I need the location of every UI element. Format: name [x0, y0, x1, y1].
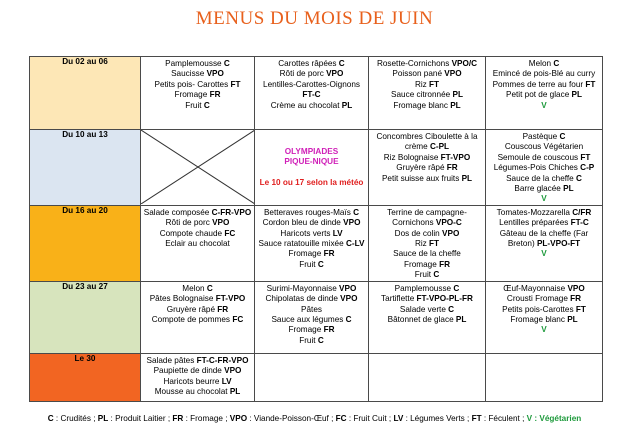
dish-name: Couscous Végétarien — [504, 142, 584, 152]
legend-code: FC — [335, 414, 347, 423]
food-category-tag: C/FR — [572, 207, 592, 217]
menu-item — [142, 377, 253, 387]
food-category-tag: VPO — [444, 69, 462, 79]
food-category-tag: FT — [429, 239, 440, 249]
menu-item — [487, 174, 601, 184]
dish-name: Salade composée — [143, 207, 212, 217]
dish-name: Melon — [182, 283, 207, 293]
food-category-tag: FC — [232, 314, 244, 324]
food-category-tag: C — [353, 207, 360, 217]
dish-name: Carottes râpées — [278, 59, 339, 68]
menu-item — [370, 57, 484, 69]
food-category-tag: C-FR-VPO — [211, 207, 252, 217]
menu-item — [370, 260, 484, 270]
dish-name: Poisson pané — [392, 69, 445, 79]
menu-item — [487, 282, 601, 294]
menu-item — [370, 249, 484, 259]
dish-name: Fruit — [299, 335, 318, 345]
week-row — [30, 281, 603, 353]
dish-name: Riz — [414, 79, 430, 89]
dish-name: Petits pois-Carottes — [502, 304, 576, 314]
food-category-tag: FT-VPO — [215, 294, 246, 304]
menu-item — [487, 229, 601, 239]
legend-description: : Fromage ; — [183, 414, 230, 423]
food-category-tag: FR — [570, 294, 582, 304]
food-category-tag: VPO-C — [435, 218, 462, 228]
dish-name: Crème au chocolat — [270, 100, 342, 110]
dish-name: Sauce aux légumes — [271, 314, 346, 324]
dish-name: Bâtonnet de glace — [387, 314, 456, 324]
menu-cell — [141, 281, 255, 353]
legend-code: LV — [393, 414, 404, 423]
dish-name: Lentilles-Carottes-Oignons — [263, 79, 360, 89]
menu-item — [256, 229, 367, 239]
dish-name: Œuf-Mayonnaise — [503, 283, 568, 293]
menu-item — [487, 239, 601, 249]
dish-name: Barre glacée — [514, 184, 564, 194]
vegetarian-tag: V — [541, 249, 547, 259]
menu-item — [256, 57, 367, 69]
menu-item — [256, 260, 367, 270]
menu-item — [487, 294, 601, 304]
dish-name: Rôti de porc — [165, 218, 213, 228]
menu-item — [256, 69, 367, 79]
dish-name: Petits pois- Carottes — [154, 79, 231, 89]
menu-cell — [369, 130, 486, 206]
menu-cell — [486, 281, 603, 353]
cross-out-mark — [141, 130, 255, 204]
menu-item — [142, 69, 253, 79]
menu-item — [370, 218, 484, 228]
dish-name: Dos de colin — [394, 228, 443, 238]
menu-item — [487, 90, 601, 100]
menu-cell — [255, 205, 369, 281]
dish-name: Fromage — [288, 249, 324, 259]
menu-item — [487, 57, 601, 69]
menu-item — [487, 194, 601, 204]
dish-name: Riz Bolognaise — [383, 152, 441, 162]
week-label: Du 23 au 27 — [30, 281, 141, 353]
food-category-tag: FT-VPO-PL-FR — [416, 294, 473, 304]
menu-item — [370, 270, 484, 280]
legend-description: : Crudités ; — [53, 414, 98, 423]
page-title: MENUS DU MOIS DE JUIN — [195, 8, 434, 29]
dish-name: Sauce de la cheffe — [506, 173, 577, 183]
food-category-tag: C — [338, 59, 345, 68]
menu-item — [370, 174, 484, 184]
food-category-tag: FC — [224, 228, 236, 238]
food-category-tag: LV — [221, 376, 232, 386]
food-category-tag: VPO — [442, 228, 460, 238]
legend-code: VPO — [229, 414, 248, 423]
menu-cell — [369, 205, 486, 281]
dish-name: Tomates-Mozzarella — [496, 207, 573, 217]
menu-item — [487, 163, 601, 173]
dish-name: Salade pâtes — [146, 355, 197, 365]
menu-item — [142, 294, 253, 304]
menu-item — [142, 57, 253, 69]
dish-name: Pamplemousse — [165, 59, 224, 68]
food-category-tag: VPO — [567, 283, 585, 293]
menu-item — [487, 142, 601, 152]
legend-code: FR — [172, 414, 184, 423]
dish-name: Sauce ratatouille mixée — [258, 239, 346, 249]
dish-name: Pâtes Bolognaise — [149, 294, 216, 304]
food-category-tag: C — [448, 304, 455, 314]
food-category-tag: VPO — [340, 294, 358, 304]
food-category-tag: PL — [563, 184, 574, 194]
menu-cell — [141, 57, 255, 130]
food-category-tag: FT-C — [302, 90, 321, 100]
dish-name: Haricots beurre — [163, 376, 222, 386]
dish-name: Légumes-Pois Chiches — [493, 163, 581, 173]
dish-name: Cornichons — [392, 218, 436, 228]
food-category-tag: C — [203, 100, 210, 110]
food-category-tag: PL — [571, 90, 582, 100]
food-category-tag: VPO — [339, 283, 357, 293]
dish-name: Fromage — [288, 325, 324, 335]
menu-item — [256, 218, 367, 228]
food-category-tag: FR — [323, 249, 335, 259]
menu-item — [142, 315, 253, 325]
menu-item — [370, 282, 484, 294]
dish-name: crème — [404, 142, 430, 152]
food-category-tag: C — [345, 314, 352, 324]
menu-cell — [141, 353, 255, 401]
legend-description: : Produit Laitier ; — [108, 414, 173, 423]
menu-cell — [255, 57, 369, 130]
no-school-cell — [141, 130, 255, 206]
menu-item — [142, 101, 253, 111]
dish-name: Pommes de terre au four — [492, 79, 586, 89]
menu-item — [370, 130, 484, 142]
dish-name: Crousti Fromage — [506, 294, 571, 304]
dish-name: Tartiflette — [381, 294, 417, 304]
week-label: Du 10 au 13 — [30, 130, 141, 206]
dish-name: Semoule de couscous — [497, 152, 581, 162]
menu-item — [370, 163, 484, 173]
menu-item — [256, 101, 367, 111]
dish-name: Salade verte — [399, 304, 449, 314]
menu-item — [370, 80, 484, 90]
menu-item — [142, 239, 253, 249]
week-label: Du 02 au 06 — [30, 57, 141, 130]
food-category-tag: FT — [575, 304, 586, 314]
dish-name: Fruit — [414, 270, 434, 280]
event-title: PIQUE-NIQUE — [284, 157, 339, 167]
legend-description: : Féculent ; — [481, 414, 527, 423]
food-category-tag: C — [317, 259, 324, 269]
food-category-tag: FR — [209, 90, 221, 100]
legend-description: : Viande-Poisson-Œuf ; — [247, 414, 336, 423]
food-category-tag: C — [453, 283, 460, 293]
menu-item — [487, 325, 601, 335]
menu-item — [256, 325, 367, 335]
food-category-tag: FT — [230, 79, 241, 89]
menu-item — [142, 80, 253, 90]
dish-name: Haricots verts — [280, 228, 333, 238]
food-category-tag: VPO/C — [451, 59, 478, 68]
menu-item — [142, 305, 253, 315]
legend-description: : Légumes Verts ; — [403, 414, 472, 423]
menu-cell — [141, 205, 255, 281]
menu-cell — [255, 353, 369, 401]
food-category-tag: FR — [323, 325, 335, 335]
menu-item — [256, 305, 367, 315]
food-category-tag: VPO — [212, 218, 230, 228]
food-category-tag: PL — [452, 90, 463, 100]
menu-cell — [369, 281, 486, 353]
menu-item — [487, 69, 601, 79]
dish-name: Fruit — [299, 259, 318, 269]
food-category-tag: C-LV — [345, 239, 365, 249]
dish-name: Paupiette de dinde — [153, 366, 225, 376]
menu-item — [370, 206, 484, 218]
menu-item — [487, 249, 601, 259]
dish-name: Chipolatas de dinde — [265, 294, 341, 304]
menu-item — [370, 142, 484, 152]
dish-name: Pastèque — [522, 132, 560, 141]
food-category-tag: FT-VPO — [440, 152, 471, 162]
food-category-tag: VPO — [206, 69, 224, 79]
food-category-tag: C — [559, 132, 566, 141]
dish-name: Saucisse — [171, 69, 207, 79]
food-category-tag: PL — [229, 386, 241, 396]
menu-item — [487, 101, 601, 111]
dish-name: Breton) — [507, 239, 537, 249]
legend-code: C — [47, 414, 54, 423]
dish-name: Pamplemousse — [394, 283, 454, 293]
dish-name: Compote de pommes — [151, 314, 233, 324]
food-category-tag: FR — [446, 163, 458, 173]
menu-item — [370, 101, 484, 111]
week-row — [30, 353, 603, 401]
menu-item — [370, 305, 484, 315]
menu-item — [142, 90, 253, 100]
menu-item — [487, 184, 601, 194]
food-category-tag: C — [553, 59, 560, 68]
menu-item — [370, 315, 484, 325]
legend-description: : Fruit Cuit ; — [346, 414, 394, 423]
dish-name: Sauce de la cheffe — [393, 249, 461, 259]
menu-item — [142, 354, 253, 366]
food-category-tag: VPO — [343, 218, 361, 228]
food-category-tag: PL-VPO-FT — [536, 239, 581, 249]
food-category-tag: LV — [332, 228, 343, 238]
legend-code: V — [526, 414, 533, 423]
food-category-tag: PL — [455, 314, 467, 324]
legend — [0, 414, 629, 423]
menu-cell — [486, 130, 603, 206]
week-label: Du 16 au 20 — [30, 205, 141, 281]
week-row — [30, 57, 603, 130]
menu-item — [256, 90, 367, 100]
food-category-tag: C-P — [580, 163, 595, 173]
menu-cell — [486, 205, 603, 281]
week-row — [30, 205, 603, 281]
legend-code: FT — [471, 414, 482, 423]
food-category-tag: PL — [450, 100, 461, 110]
dish-name: Betteraves rouges-Maïs — [263, 207, 354, 217]
menu-item — [487, 218, 601, 228]
food-category-tag: C — [317, 335, 324, 345]
menu-item — [142, 208, 253, 218]
menu-item — [256, 315, 367, 325]
menu-item — [487, 305, 601, 315]
menu-item — [256, 249, 367, 259]
food-category-tag: C — [223, 59, 230, 68]
food-category-tag: PL — [567, 314, 578, 324]
event-note: Le 10 ou 17 selon la météo — [259, 177, 364, 187]
food-category-tag: FR — [217, 304, 229, 314]
dish-name: Rosette-Cornichons — [376, 59, 452, 68]
dish-name: Gruyère râpé — [166, 304, 218, 314]
event-title: OLYMPIADES — [284, 146, 339, 156]
dish-name: Emincé de pois-Blé au curry — [492, 69, 596, 79]
menu-item — [487, 315, 601, 325]
dish-name: Pâtes — [301, 304, 322, 314]
dish-name: Gruyère râpé — [396, 163, 447, 173]
dish-name: Terrine de campagne- — [387, 207, 467, 217]
dish-name: Cordon bleu de dinde — [262, 218, 344, 228]
menu-item — [256, 336, 367, 346]
menu-item — [142, 387, 253, 397]
menu-cell — [255, 281, 369, 353]
menu-cell — [486, 353, 603, 401]
menu-item — [142, 366, 253, 376]
vegetarian-tag: V — [541, 194, 547, 204]
food-category-tag: VPO — [326, 69, 344, 79]
dish-name: Fromage blanc — [510, 314, 568, 324]
menu-table — [29, 56, 603, 402]
menu-item — [370, 294, 484, 304]
dish-name: Fromage — [174, 90, 210, 100]
dish-name: Melon — [528, 59, 554, 68]
dish-name: Eclair au chocolat — [165, 239, 230, 249]
food-category-tag: C — [576, 173, 582, 183]
dish-name: Fromage blanc — [393, 100, 451, 110]
menu-item — [370, 153, 484, 163]
menu-item — [370, 239, 484, 249]
food-category-tag: FT — [580, 152, 591, 162]
food-category-tag: FT — [429, 79, 440, 89]
menu-item — [370, 90, 484, 100]
dish-name: Compote chaude — [159, 228, 225, 238]
menu-item — [142, 218, 253, 228]
dish-name: Riz — [414, 239, 430, 249]
menu-item — [142, 282, 253, 294]
dish-name: Petit pot de glace — [505, 90, 572, 100]
dish-name: Gâteau de la cheffe (Far — [499, 228, 589, 238]
food-category-tag: FT-C — [570, 218, 589, 228]
menu-item — [370, 229, 484, 239]
food-category-tag: PL — [461, 173, 473, 183]
food-category-tag: C — [206, 283, 213, 293]
dish-name: Concombres Ciboulette à la — [376, 132, 478, 141]
menu-item — [256, 206, 367, 218]
menu-item — [256, 294, 367, 304]
legend-code: PL — [97, 414, 109, 423]
vegetarian-tag: V — [541, 325, 547, 335]
menu-item — [487, 80, 601, 90]
dish-name: Surimi-Mayonnaise — [266, 283, 340, 293]
menu-item — [142, 229, 253, 239]
menu-item — [487, 206, 601, 218]
legend-description: : Végétarien — [532, 414, 582, 423]
menu-item — [487, 130, 601, 142]
menu-cell — [486, 57, 603, 130]
menu-item — [370, 69, 484, 79]
dish-name: Sauce citronnée — [391, 90, 453, 100]
menu-item — [256, 239, 367, 249]
dish-name: Lentilles préparées — [499, 218, 571, 228]
week-label: Le 30 — [30, 353, 141, 401]
dish-name: Rôti de porc — [279, 69, 327, 79]
dish-name: Fromage — [404, 259, 440, 269]
menu-cell — [369, 353, 486, 401]
food-category-tag: C-PL — [429, 142, 450, 152]
dish-name: Mousse au chocolat — [154, 386, 230, 396]
event-cell — [255, 130, 369, 206]
dish-name: Fruit — [185, 100, 204, 110]
week-row — [30, 130, 603, 206]
food-category-tag: C — [433, 270, 440, 280]
food-category-tag: PL — [341, 100, 353, 110]
menu-item — [487, 153, 601, 163]
vegetarian-tag: V — [541, 100, 547, 110]
food-category-tag: VPO — [224, 366, 242, 376]
menu-item — [256, 282, 367, 294]
food-category-tag: FT — [585, 79, 596, 89]
food-category-tag: FT-C-FR-VPO — [196, 355, 249, 365]
menu-item — [256, 80, 367, 90]
food-category-tag: FR — [439, 259, 450, 269]
dish-name: Petit suisse aux fruits — [381, 173, 462, 183]
menu-cell — [369, 57, 486, 130]
